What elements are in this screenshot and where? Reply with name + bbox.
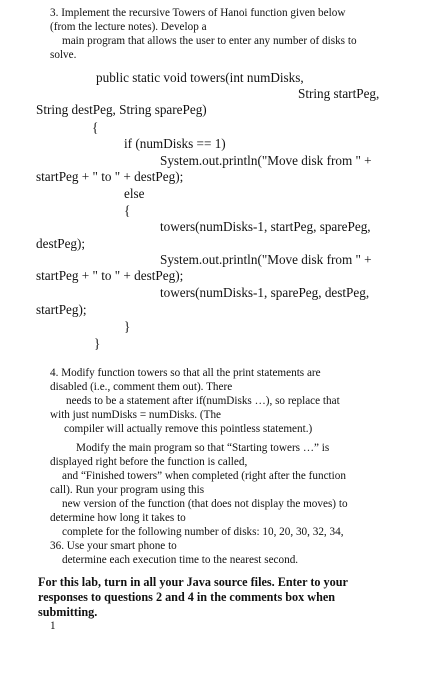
q3-line-4: solve. (50, 49, 77, 61)
q3-line-1: 3. Implement the recursive Towers of Hanoi function given below (50, 7, 346, 19)
code-close-brace-2: } (124, 319, 131, 334)
code-signature-line-1: public static void towers(int numDisks, (96, 70, 304, 85)
code-println-1b: startPeg + " to " + destPeg); (36, 169, 184, 184)
code-println-2b: startPeg + " to " + destPeg); (36, 268, 184, 283)
q4-line-12: complete for the following number of disks: 10, 20, 30, 32, 34, (62, 526, 344, 538)
footer-line-3: submitting. (38, 605, 98, 619)
footer-line-1: For this lab, turn in all your Java source files. Enter to your (38, 575, 348, 589)
q4-line-7: displayed right before the function is called, (50, 456, 248, 468)
q3-line-2: (from the lecture notes). Develop a (50, 21, 207, 33)
q4-line-8: and “Finished towers” when completed (right after the function (62, 470, 346, 482)
code-call-2a: towers(numDisks-1, sparePeg, destPeg, (160, 285, 370, 300)
q4-line-5: compiler will actually remove this pointless statement.) (64, 423, 313, 435)
q4-line-2: disabled (i.e., comment them out). There (50, 381, 233, 393)
code-open-brace: { (92, 120, 99, 135)
code-println-2a: System.out.println("Move disk from " + (160, 252, 372, 267)
q4-line-13: 36. Use your smart phone to (50, 540, 177, 552)
q4-line-4: with just numDisks = numDisks. (The (50, 409, 222, 421)
q4-line-10: new version of the function (that does not display the moves) to (62, 498, 348, 510)
code-open-brace-2: { (124, 203, 131, 218)
code-else-line: else (124, 186, 145, 201)
code-signature-line-2: String startPeg, (298, 86, 380, 101)
code-println-1a: System.out.println("Move disk from " + (160, 153, 372, 168)
code-signature-line-3: String destPeg, String sparePeg) (36, 102, 207, 117)
code-call-1a: towers(numDisks-1, startPeg, sparePeg, (160, 219, 371, 234)
q3-line-3: main program that allows the user to enter any number of disks to (62, 35, 357, 47)
code-close-brace: } (94, 336, 101, 351)
footer-line-2: responses to questions 2 and 4 in the comments box when (38, 590, 336, 604)
code-call-2b: startPeg); (36, 302, 87, 317)
page-number: 1 (50, 620, 56, 632)
q4-line-11: determine how long it takes to (50, 512, 186, 524)
q4-line-3: needs to be a statement after if(numDisks …), so replace that (66, 395, 340, 407)
q4-line-6: Modify the main program so that “Starting towers …” is (76, 442, 330, 454)
q4-line-1: 4. Modify function towers so that all the print statements are (50, 367, 321, 379)
code-if-line: if (numDisks == 1) (124, 136, 226, 151)
code-call-1b: destPeg); (36, 236, 86, 251)
q4-line-14: determine each execution time to the nearest second. (62, 554, 299, 566)
q4-line-9: call). Run your program using this (50, 484, 205, 496)
